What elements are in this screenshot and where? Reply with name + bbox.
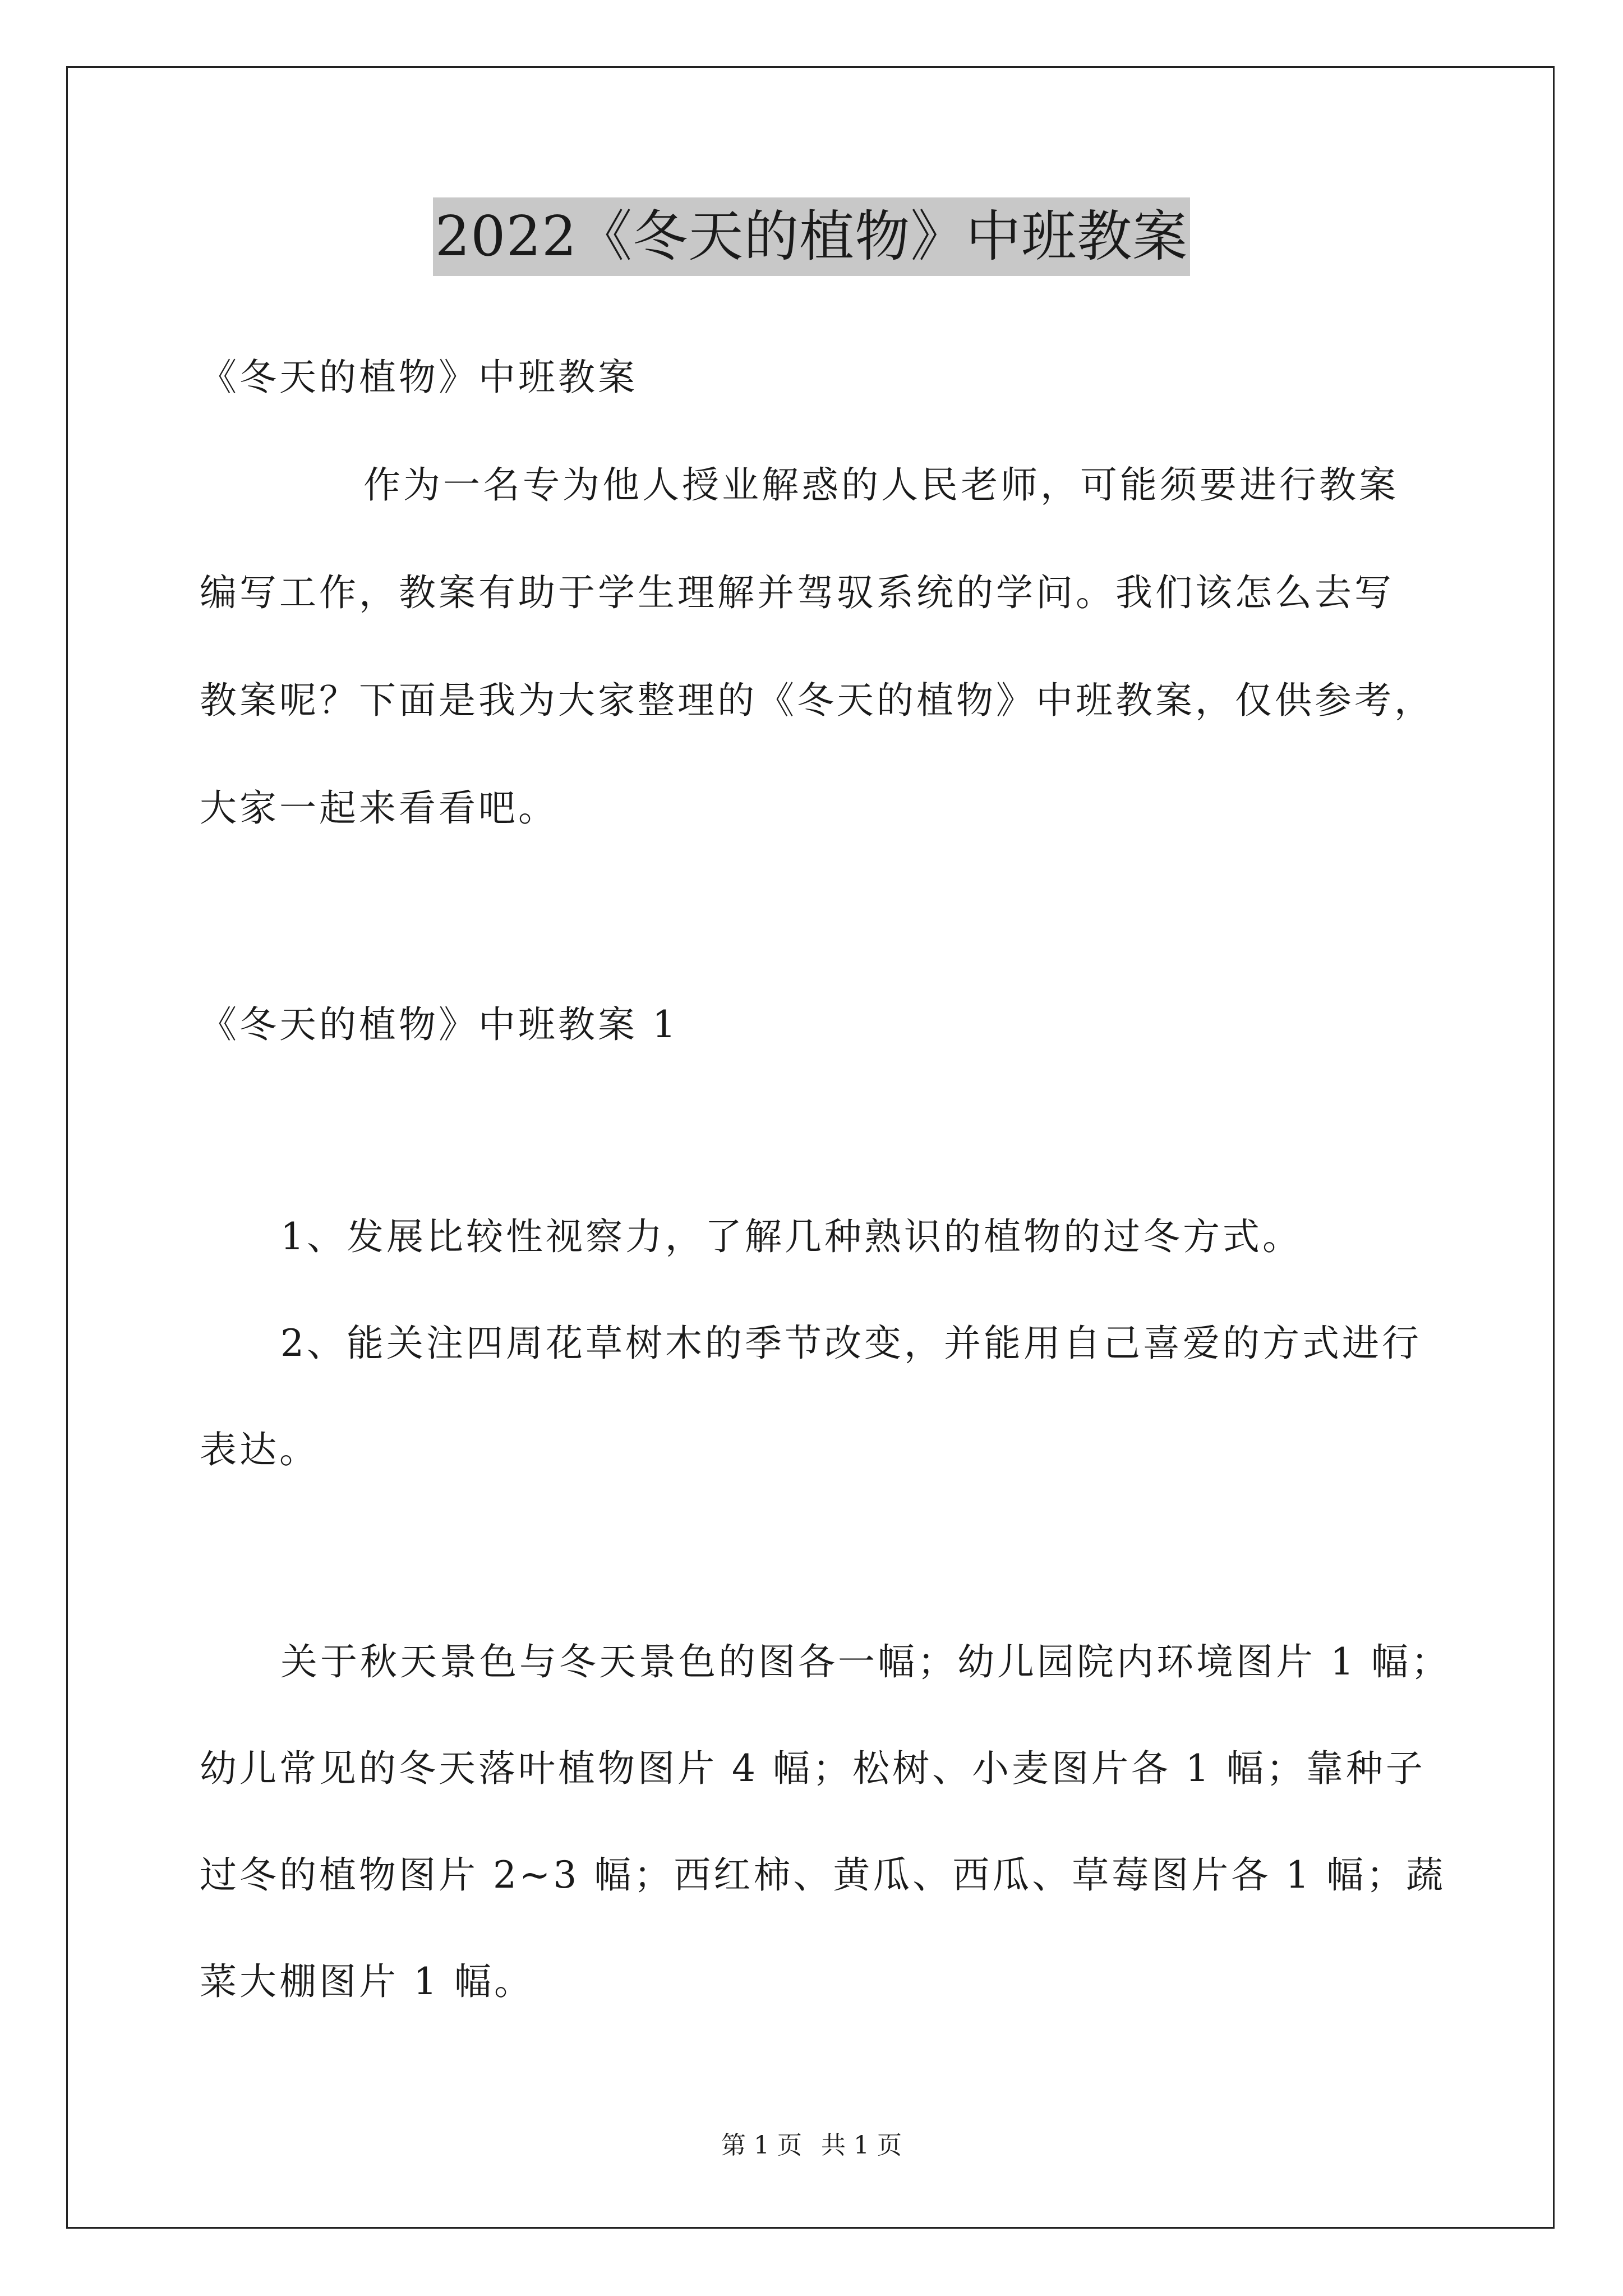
page-footer	[0, 2129, 1623, 2162]
intro-line-4: 大家一起来看看吧。	[200, 786, 558, 830]
materials-line-3: 过冬的植物图片 2~3 幅；西红柿、黄瓜、西瓜、草莓图片各 1 幅；蔬	[200, 1853, 1446, 1897]
page-number: 第 1 页	[721, 2131, 802, 2160]
section-heading: 《冬天的植物》中班教案 1	[200, 1003, 679, 1046]
document-title: 2022《冬天的植物》中班教案	[433, 197, 1190, 276]
subtitle: 《冬天的植物》中班教案	[200, 356, 638, 399]
page-total: 共 1 页	[821, 2131, 902, 2160]
goal-line-1: 1、发展比较性视察力，了解几种熟识的植物的过冬方式。	[280, 1215, 1302, 1258]
materials-line-2: 幼儿常见的冬天落叶植物图片 4 幅；松树、小麦图片各 1 幅；靠种子	[200, 1747, 1426, 1790]
goal-line-2: 2、能关注四周花草树木的季节改变，并能用自己喜爱的方式进行	[280, 1322, 1422, 1365]
intro-line-2: 编写工作，教案有助于学生理解并驾驭系统的学问。我们该怎么去写	[200, 571, 1394, 614]
goal-line-3: 表达。	[200, 1428, 319, 1471]
intro-line-1: 作为一名专为他人授业解惑的人民老师，可能须要进行教案	[363, 463, 1399, 507]
title-container	[0, 197, 1623, 276]
materials-line-4: 菜大棚图片 1 幅。	[200, 1960, 534, 2003]
materials-line-1: 关于秋天景色与冬天景色的图各一幅；幼儿园院内环境图片 1 幅；	[280, 1640, 1451, 1683]
intro-line-3: 教案呢？下面是我为大家整理的《冬天的植物》中班教案，仅供参考，	[200, 679, 1434, 722]
